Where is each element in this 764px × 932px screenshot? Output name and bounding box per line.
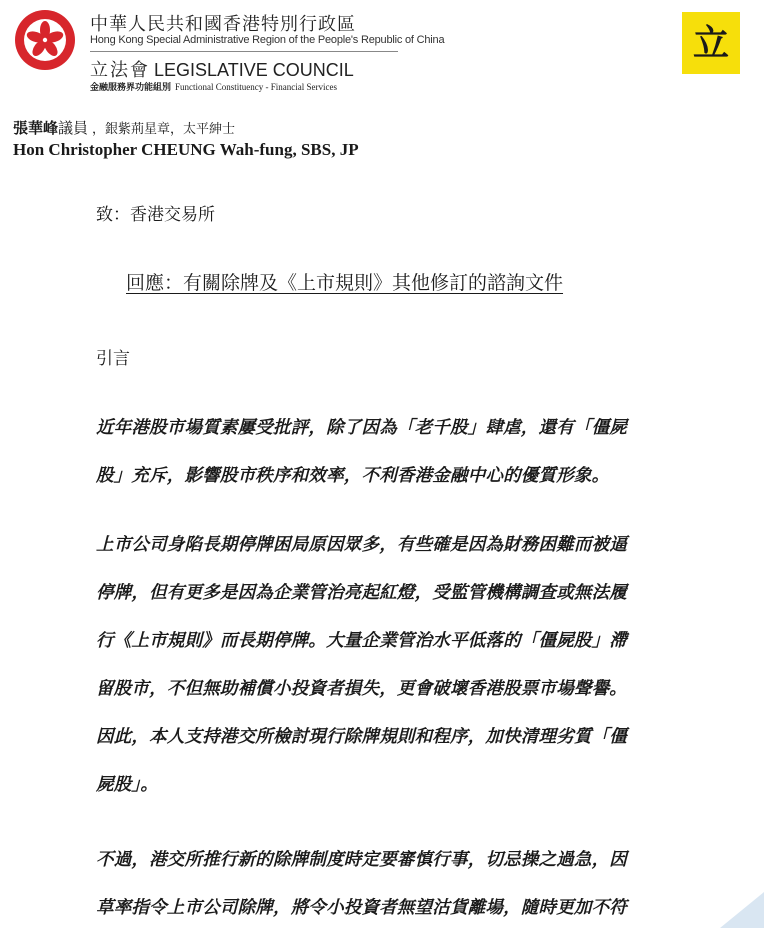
government-name-en: Hong Kong Special Administrative Region of the People's Republic of China bbox=[90, 34, 445, 46]
constituency-line bbox=[90, 80, 337, 93]
header-divider bbox=[90, 51, 398, 52]
member-title: 議員 bbox=[58, 119, 89, 137]
member-honours: ，銀紫荊星章，太平紳士 bbox=[92, 122, 236, 137]
council-name-en: LEGISLATIVE COUNCIL bbox=[154, 60, 354, 80]
legco-logo-icon bbox=[682, 12, 740, 74]
paragraph-line: 上市公司身陷長期停牌困局原因眾多，有些確是因為財務困難而被逼 bbox=[96, 535, 627, 555]
council-name bbox=[90, 56, 354, 82]
member-name-zh bbox=[13, 117, 235, 138]
paragraph-line: 因此，本人支持港交所檢討現行除牌規則和程序，加快清理劣質「僵 bbox=[96, 727, 627, 747]
paragraph-line: 近年港股市場質素屢受批評，除了因為「老千股」肆虐，還有「僵屍 bbox=[96, 418, 627, 438]
member-name-en: Hon Christopher CHEUNG Wah-fung, SBS, JP bbox=[13, 140, 359, 159]
paragraph-3 bbox=[96, 836, 668, 932]
paragraph-1 bbox=[96, 404, 668, 500]
member-name: 張華峰 bbox=[13, 119, 59, 137]
government-name-zh: 中華人民共和國香港特別行政區 bbox=[90, 14, 356, 35]
page-corner-decoration bbox=[720, 892, 764, 928]
paragraph-line: 不過，港交所推行新的除牌制度時定要審慎行事，切忌操之過急，因 bbox=[96, 850, 627, 870]
hksar-emblem-icon bbox=[13, 8, 77, 72]
legco-logo-char: 立 bbox=[692, 22, 729, 64]
constituency-en: Functional Constituency - Financial Services bbox=[175, 82, 337, 92]
paragraph-line: 行《上市規則》而長期停牌。大量企業管治水平低落的「僵屍股」滯 bbox=[96, 631, 627, 651]
paragraph-line: 股」充斥，影響股市秩序和效率，不利香港金融中心的優質形象。 bbox=[96, 466, 610, 486]
council-name-zh: 立法會 bbox=[90, 60, 150, 81]
letter-title: 回應：有關除牌及《上市規則》其他修訂的諮詢文件 bbox=[126, 272, 564, 294]
paragraph-line: 草率指令上市公司除牌，將令小投資者無望沽貨離場，隨時更加不符 bbox=[96, 898, 627, 918]
constituency-zh: 金融服務界功能組別 bbox=[90, 83, 172, 93]
paragraph-line: 屍股」。 bbox=[96, 775, 159, 795]
paragraph-line: 留股市，不但無助補償小投資者損失，更會破壞香港股票市場聲譽。 bbox=[96, 679, 627, 699]
paragraph-line: 停牌，但有更多是因為企業管治亮起紅燈，受監管機構調查或無法履 bbox=[96, 583, 627, 603]
section-heading-intro: 引言 bbox=[96, 349, 130, 369]
letter-recipient: 致：香港交易所 bbox=[96, 205, 215, 225]
paragraph-2 bbox=[96, 521, 668, 809]
